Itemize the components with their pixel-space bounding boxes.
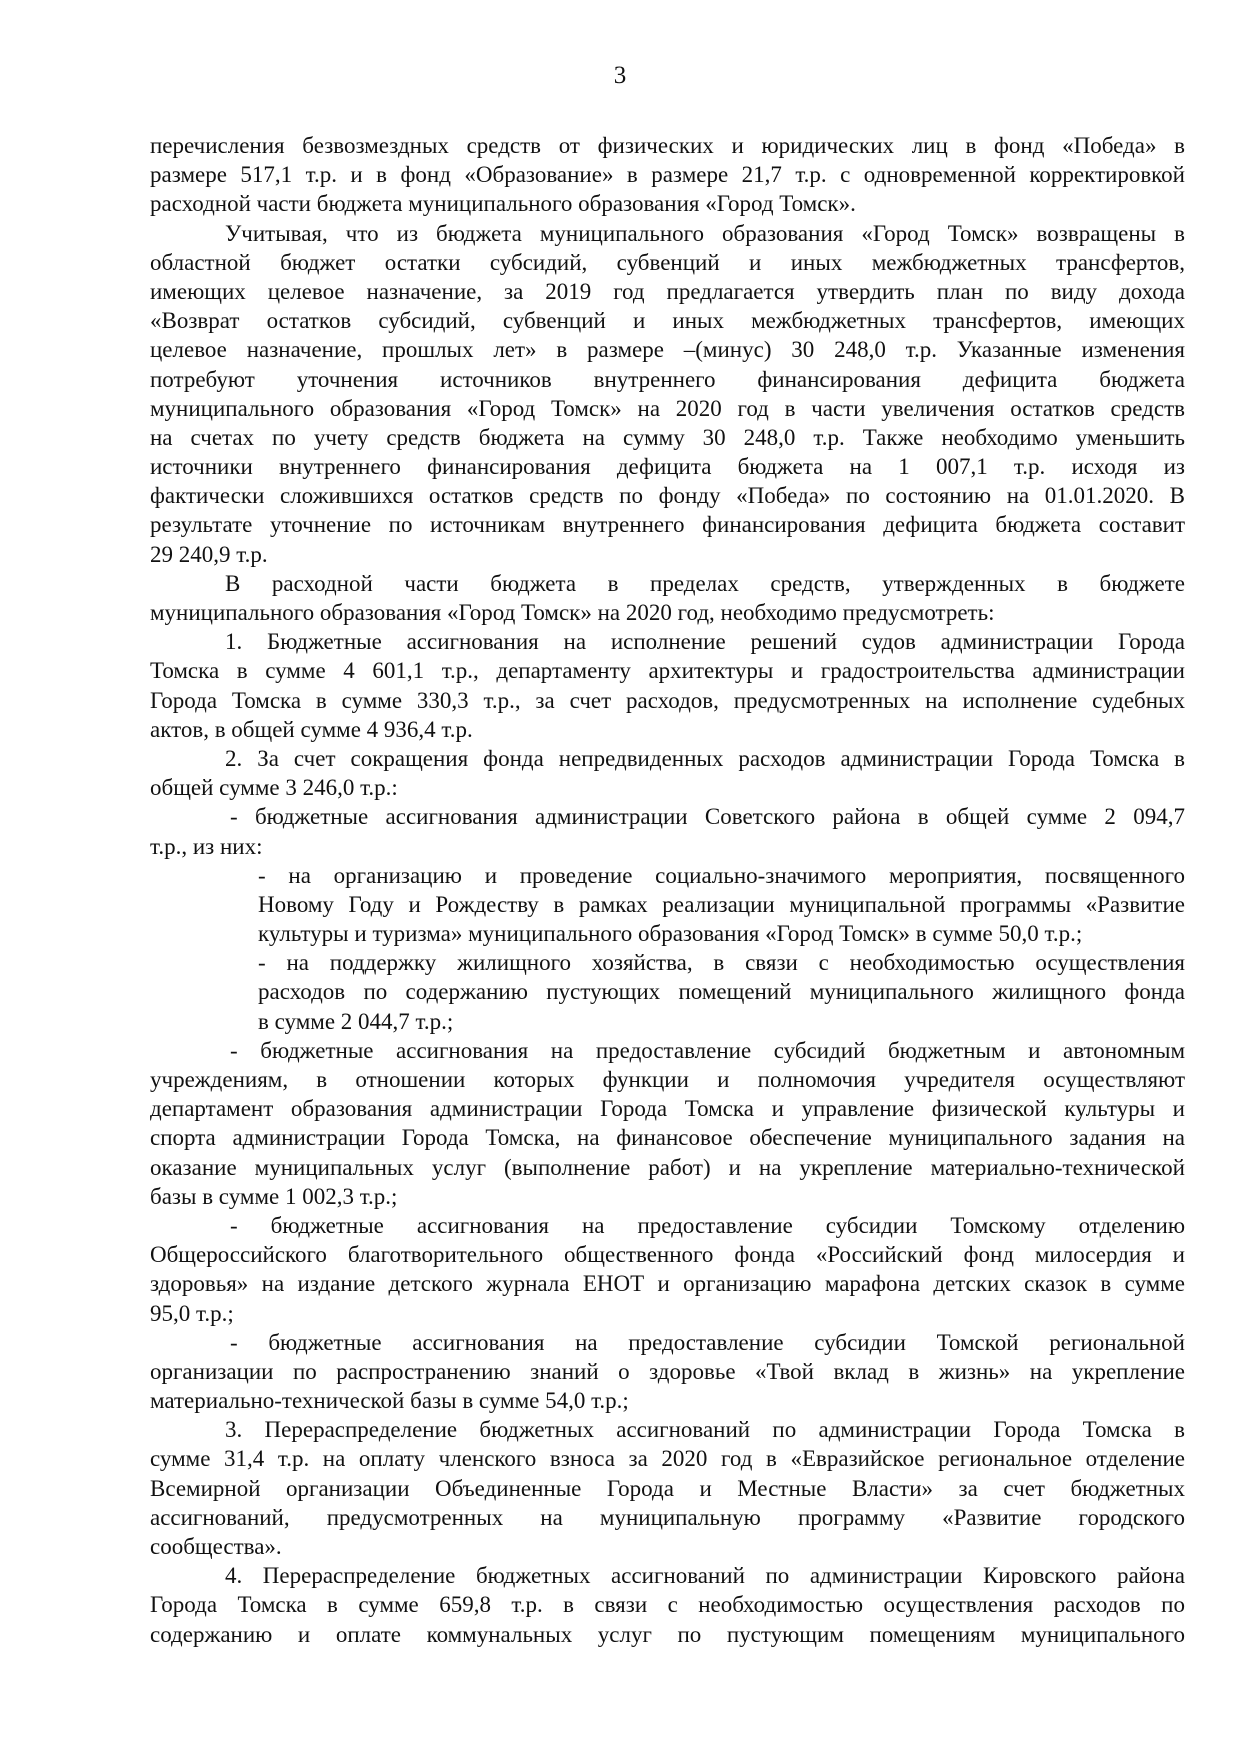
text-line: материально-технической базы в сумме 54,0 т.р.; (150, 1388, 629, 1414)
text-line: областной бюджет остатки субсидий, субвенций и иных межбюджетных трансфертов, (150, 249, 1185, 275)
paragraph-bullet (150, 1328, 1185, 1416)
text-line: культуры и туризма» муниципального образования «Город Томск» в сумме 50,0 т.р.; (258, 921, 1083, 947)
text-line: базы в сумме 1 002,3 т.р.; (150, 1183, 398, 1209)
paragraph-indent (150, 569, 1185, 627)
text-line: содержанию и оплате коммунальных услуг по пустующим помещениям муниципального (150, 1621, 1185, 1647)
text-line: сообщества». (150, 1534, 282, 1559)
paragraph-sub (150, 861, 1185, 949)
paragraph-indent (150, 627, 1185, 744)
text-line: ассигнований, предусмотренных на муниципальную программу «Развитие городского (150, 1504, 1185, 1530)
text-line: потребуют уточнения источников внутреннего финансирования дефицита бюджета (150, 366, 1185, 392)
text-line: Общероссийского благотворительного общественного фонда «Российский фонд милосердия и (150, 1242, 1185, 1268)
text-line: департамент образования администрации Города Томска и управление физической культуры и (150, 1096, 1185, 1122)
text-line: Учитывая, что из бюджета муниципального образования «Город Томск» возвращены в (225, 220, 1185, 246)
text-line: Города Томска в сумме 659,8 т.р. в связи с необходимостью осуществления расходов по (150, 1592, 1185, 1618)
text-line: Томска в сумме 4 601,1 т.р., департаменту архитектуры и градостроительства администрации (150, 658, 1185, 684)
text-line: муниципального образования «Город Томск» на 2020 год в части увеличения остатков средств (150, 395, 1185, 421)
text-line: фактически сложившихся остатков средств по фонду «Победа» по состоянию на 01.01.2020. В (150, 483, 1185, 509)
paragraph-bullet (150, 1211, 1185, 1328)
text-line: результате уточнение по источникам внутреннего финансирования дефицита бюджета составит (150, 512, 1185, 538)
text-line: т.р., из них: (150, 833, 263, 859)
paragraph-bullet (150, 1036, 1185, 1211)
text-line: 29 240,9 т.р. (150, 541, 268, 567)
text-line: - бюджетные ассигнования на предоставление субсидии Томскому отделению (230, 1212, 1185, 1238)
text-line: имеющих целевое назначение, за 2019 год предлагается утвердить план по виду дохода (150, 278, 1185, 304)
paragraph-indent (150, 744, 1185, 802)
paragraph-indent (150, 219, 1185, 569)
text-line: учреждениям, в отношении которых функции и полномочия учредителя осуществляют (150, 1067, 1185, 1092)
text-line: В расходной части бюджета в пределах средств, утвержденных в бюджете (225, 570, 1185, 596)
paragraph-sub (150, 948, 1185, 1036)
text-line: актов, в общей сумме 4 936,4 т.р. (150, 716, 473, 742)
text-line: муниципального образования «Город Томск» на 2020 год, необходимо предусмотреть: (150, 600, 995, 625)
text-line: в сумме 2 044,7 т.р.; (258, 1008, 454, 1034)
text-line: целевое назначение, прошлых лет» в размере –(минус) 30 248,0 т.р. Указанные изменения (150, 337, 1185, 363)
text-line: 1. Бюджетные ассигнования на исполнение решений судов администрации Города (225, 629, 1185, 655)
text-line: - на организацию и проведение социально-значимого мероприятия, посвященного (258, 862, 1185, 888)
text-line: - бюджетные ассигнования на предоставление субсидии Томской региональной (230, 1329, 1185, 1355)
text-line: организации по распространению знаний о здоровье «Твой вклад в жизнь» на укрепление (150, 1358, 1185, 1384)
paragraph-indent (150, 1561, 1185, 1649)
document-body (150, 131, 1185, 1649)
text-line: Всемирной организации Объединенные Города и Местные Власти» за счет бюджетных (150, 1475, 1185, 1501)
text-line: оказание муниципальных услуг (выполнение работ) и на укрепление материально-технической (150, 1154, 1185, 1180)
text-line: спорта администрации Города Томска, на финансовое обеспечение муниципального задания на (150, 1125, 1185, 1151)
text-line: размере 517,1 т.р. и в фонд «Образование» в размере 21,7 т.р. с одновременной корректировкой (150, 162, 1185, 188)
text-line: 95,0 т.р.; (150, 1300, 234, 1326)
text-line: перечисления безвозмездных средств от физических и юридических лиц в фонд «Победа» в (150, 133, 1185, 158)
text-line: источники внутреннего финансирования дефицита бюджета на 1 007,1 т.р. исходя из (150, 454, 1185, 480)
text-line: расходной части бюджета муниципального образования «Город Томск». (150, 191, 856, 217)
text-line: Города Томска в сумме 330,3 т.р., за счет расходов, предусмотренных на исполнение судебных (150, 687, 1185, 713)
paragraph-bullet (150, 802, 1185, 860)
page-number: 3 (613, 62, 627, 89)
text-line: на счетах по учету средств бюджета на сумму 30 248,0 т.р. Также необходимо уменьшить (150, 424, 1185, 450)
text-line: - на поддержку жилищного хозяйства, в связи с необходимостью осуществления (258, 950, 1185, 976)
text-line: общей сумме 3 246,0 т.р.: (150, 775, 398, 801)
text-line: 4. Перераспределение бюджетных ассигнований по администрации Кировского района (225, 1563, 1185, 1589)
text-line: - бюджетные ассигнования на предоставление субсидий бюджетным и автономным (230, 1037, 1185, 1063)
text-line: Новому Году и Рождеству в рамках реализации муниципальной программы «Развитие (258, 891, 1185, 917)
text-line: - бюджетные ассигнования администрации Советского района в общей сумме 2 094,7 (230, 804, 1185, 830)
text-line: 2. За счет сокращения фонда непредвиденных расходов администрации Города Томска в (225, 745, 1185, 771)
text-line: здоровья» на издание детского журнала ЕНОТ и организацию марафона детских сказок в сумме (150, 1271, 1185, 1297)
text-line: «Возврат остатков субсидий, субвенций и иных межбюджетных трансфертов, имеющих (150, 308, 1185, 334)
text-line: расходов по содержанию пустующих помещений муниципального жилищного фонда (258, 979, 1185, 1005)
text-line: сумме 31,4 т.р. на оплату членского взноса за 2020 год в «Евразийское региональное отделение (150, 1446, 1185, 1472)
paragraph-plain (150, 131, 1185, 219)
paragraph-indent (150, 1415, 1185, 1561)
text-line: 3. Перераспределение бюджетных ассигнований по администрации Города Томска в (225, 1417, 1185, 1443)
